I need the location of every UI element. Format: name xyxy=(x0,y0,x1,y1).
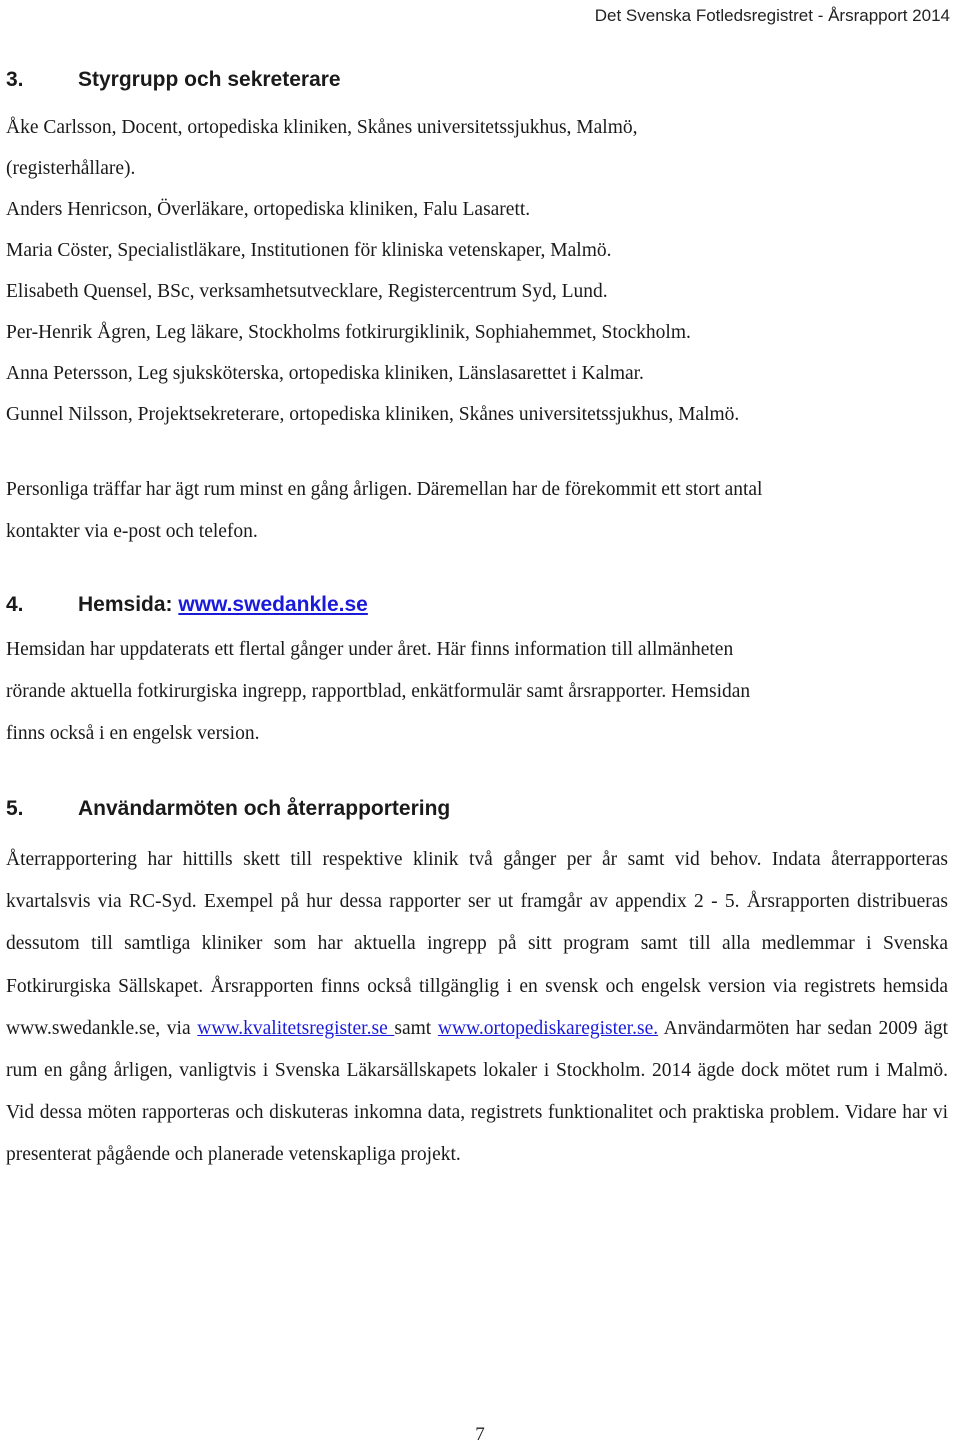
section-title: Styrgrupp och sekreterare xyxy=(78,68,341,91)
member-line: Maria Cöster, Specialistläkare, Institutionen för kliniska vetenskaper, Malmö. xyxy=(6,240,612,261)
kvalitetsregister-link[interactable]: www.kvalitetsregister.se xyxy=(197,1017,395,1039)
member-line: Gunnel Nilsson, Projektsekreterare, ortopediska kliniken, Skånes universitetssjukhus, Malmö. xyxy=(6,404,740,425)
member-line: Anna Petersson, Leg sjuksköterska, ortopediska kliniken, Länslasarettet i Kalmar. xyxy=(6,363,644,384)
ortopediskaregister-link[interactable]: www.ortopediskaregister.se. xyxy=(437,1017,659,1039)
section-number: 5. xyxy=(6,797,24,820)
section-title: Hemsida: xyxy=(78,593,179,616)
paragraph-line: Hemsidan har uppdaterats ett flertal gånger under året. Här finns information till allmänheten xyxy=(6,639,734,660)
steering-group-list xyxy=(6,110,956,432)
member-line: Elisabeth Quensel, BSc, verksamhetsutvecklare, Registercentrum Syd, Lund. xyxy=(6,281,608,302)
section-title: Användarmöten och återrapportering xyxy=(78,797,451,820)
paragraph-line: kontakter via e-post och telefon. xyxy=(6,521,258,542)
paragraph-text: Återrapportering har hittills skett till respektive klinik två gånger per år samt vid behov. Indata återrapporteras kvartalsvis via RC-Syd. Exempel på hur dessa rapporter ser ut framgår av appendix 2 - 5. Årsrapporten distribueras dessutom till samtliga kliniker som har aktuella ingrepp på sitt program samt till alla medlemmar i Svenska Fotkirurgiska Sällskapet. Årsrapporten finns också tillgänglig i en svensk och engelsk version via registrets hemsida www.swedankle.se, via xyxy=(6,849,948,1039)
meetings-paragraph xyxy=(6,469,956,553)
member-line: Åke Carlsson, Docent, ortopediska kliniken, Skånes universitetssjukhus, Malmö, xyxy=(6,117,638,138)
running-header: Det Svenska Fotledsregistret - Årsrapport 2014 xyxy=(594,6,950,25)
paragraph-text: Användarmöten har sedan 2009 ägt rum en gång årligen, vanligtvis i Svenska Läkarsällskapets lokaler i Stockholm. 2014 ägde dock mötet rum i Malmö. Vid dessa möten rapporteras och diskuteras inkomna data, registrets funktionalitet och praktiska problem. Vidare har vi presenterat pågående och planerade vetenskapliga projekt. xyxy=(6,1017,949,1166)
paragraph-line: Personliga träffar har ägt rum minst en gång årligen. Däremellan har de förekommit ett stort antal xyxy=(6,479,763,500)
connector-text: samt xyxy=(394,1017,432,1039)
section-4-heading xyxy=(6,593,956,617)
member-line: Per-Henrik Ågren, Leg läkare, Stockholms fotkirurgiklinik, Sophiahemmet, Stockholm. xyxy=(6,322,691,343)
paragraph-line: finns också i en engelsk version. xyxy=(6,723,260,744)
paragraph-line: rörande aktuella fotkirurgiska ingrepp, rapportblad, enkätformulär samt årsrapporter. Hemsidan xyxy=(6,681,751,702)
section-5-heading xyxy=(6,797,956,821)
section-number: 3. xyxy=(6,68,24,91)
page-number: 7 xyxy=(475,1424,485,1445)
section-3-heading xyxy=(6,68,956,92)
member-line: Anders Henricson, Överläkare, ortopediska kliniken, Falu Lasarett. xyxy=(6,199,531,220)
website-paragraph xyxy=(6,629,956,755)
document-body xyxy=(6,68,956,1177)
section-number: 4. xyxy=(6,593,24,616)
member-line: (registerhållare). xyxy=(6,158,136,179)
reporting-paragraph xyxy=(6,839,948,1177)
swedankle-link[interactable]: www.swedankle.se xyxy=(178,593,368,616)
